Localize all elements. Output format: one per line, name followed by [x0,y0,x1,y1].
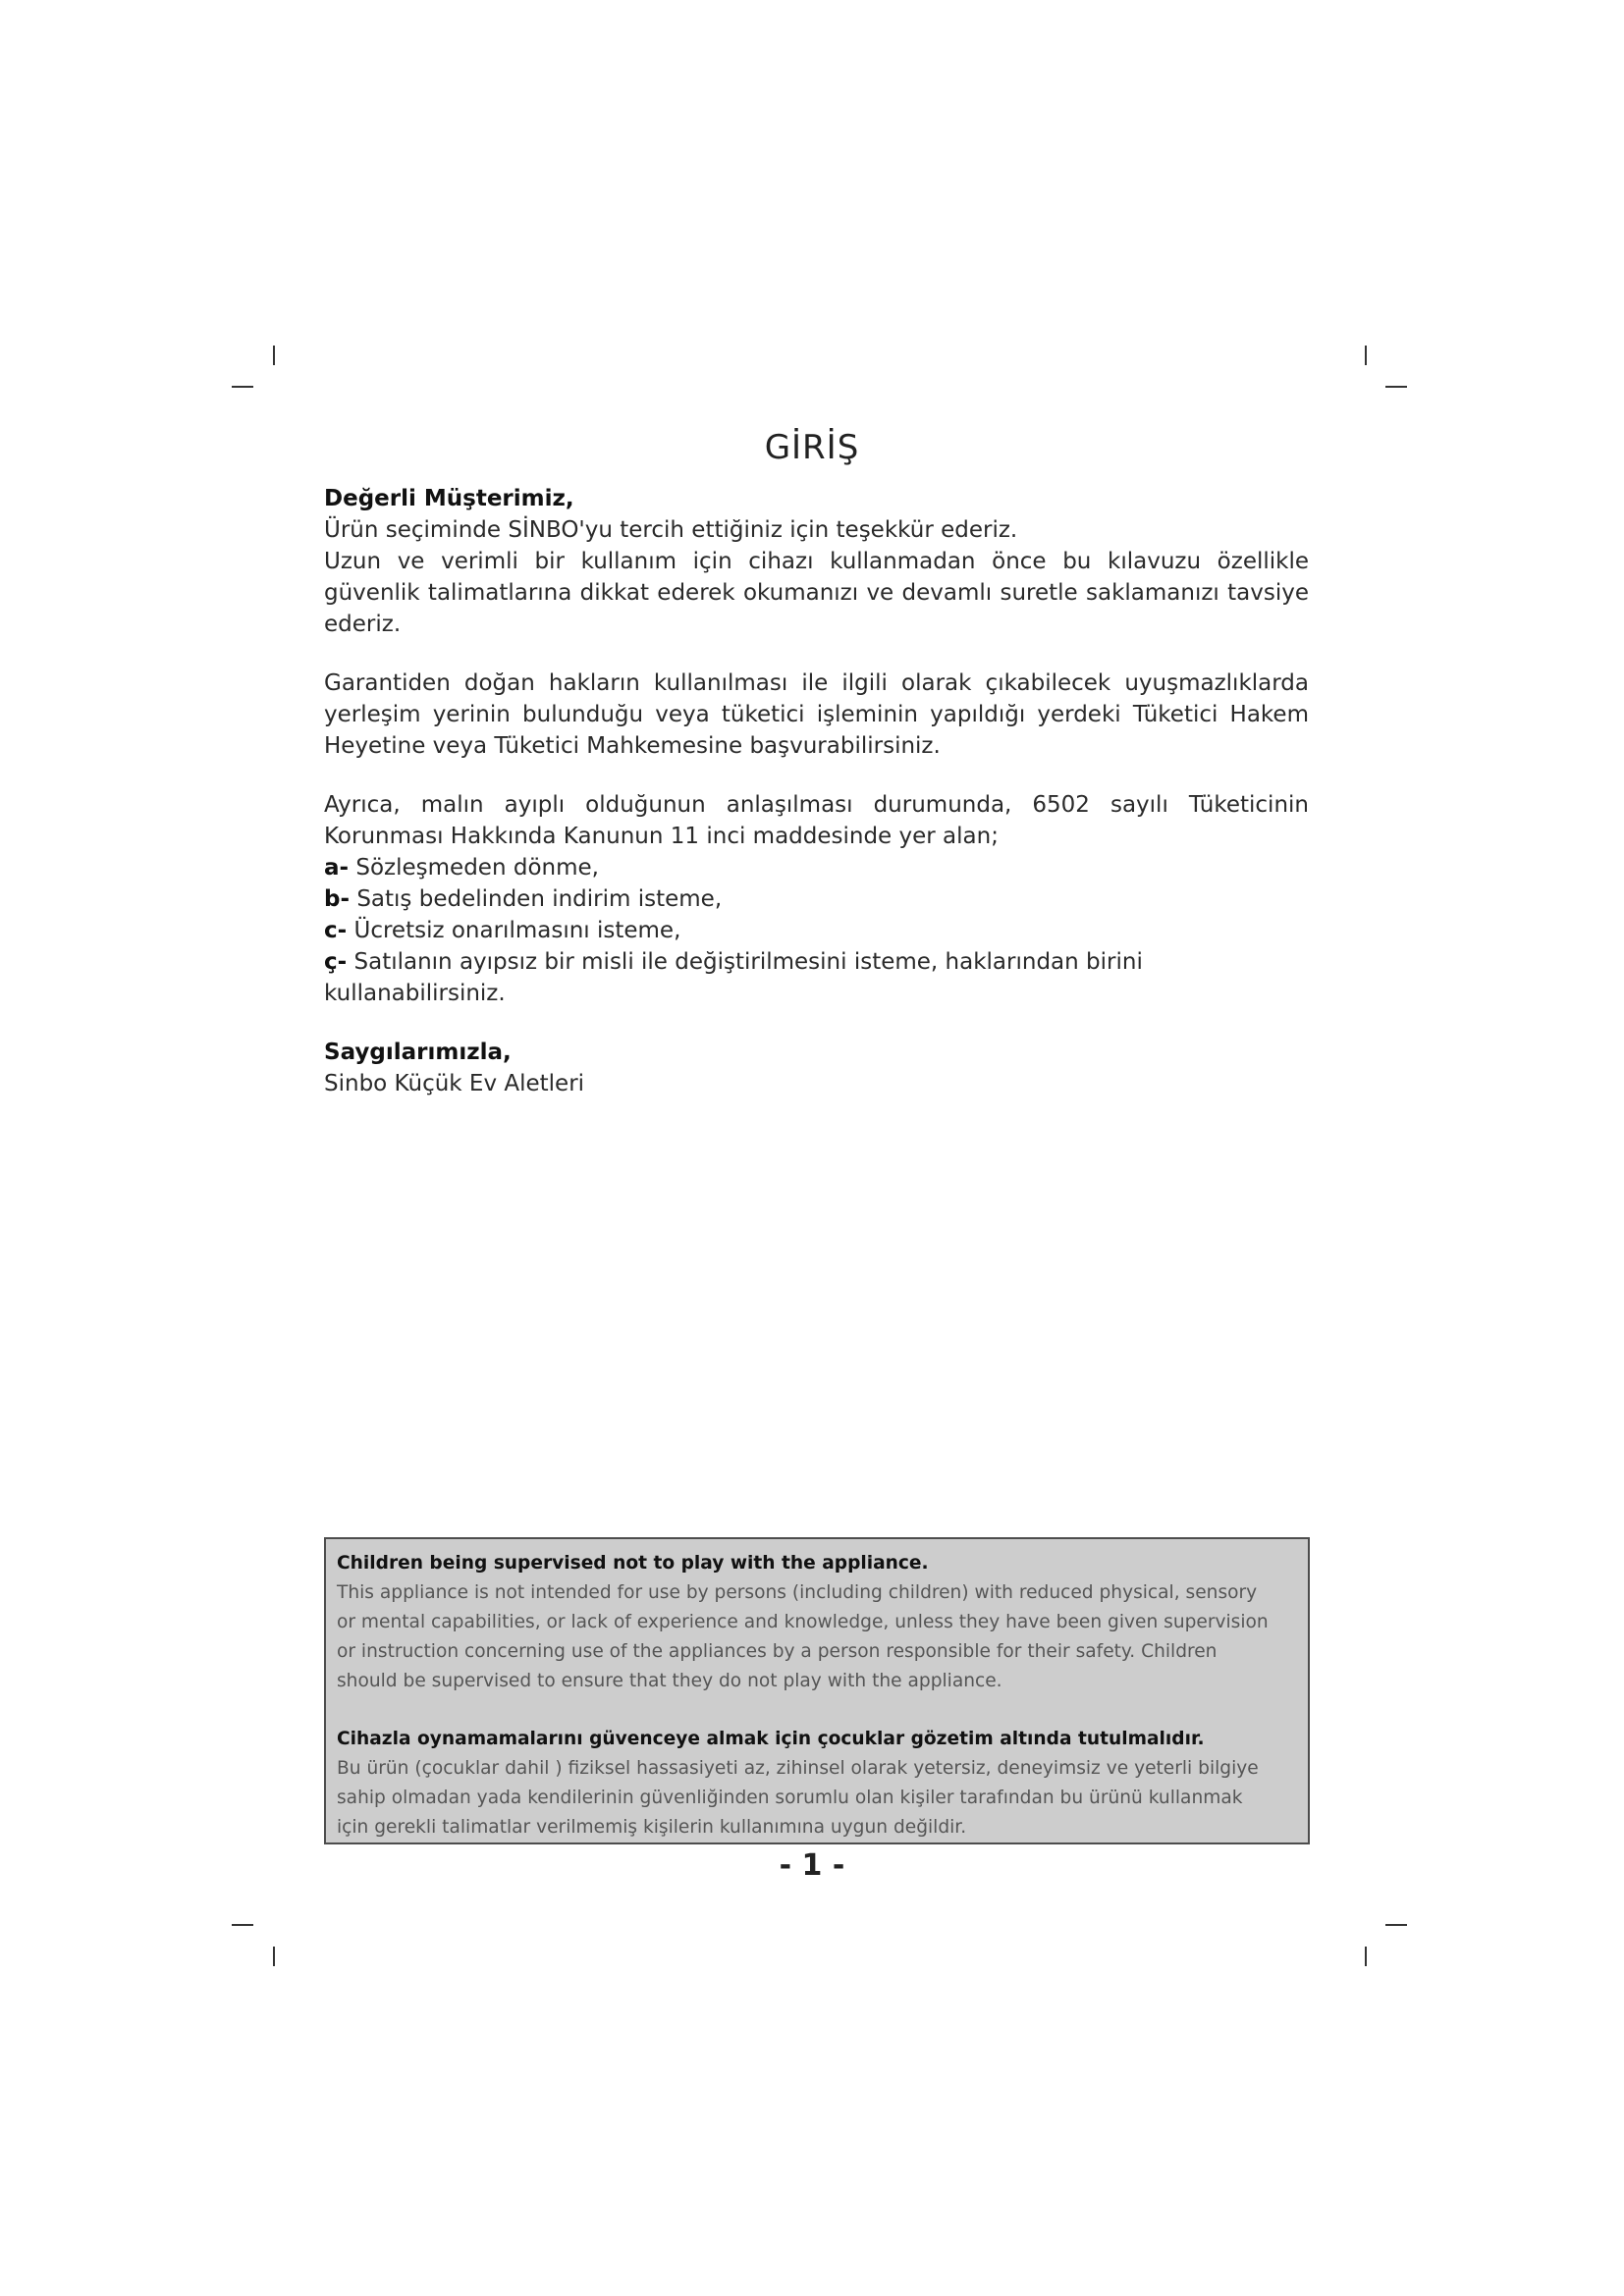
list-item-label: c- [324,918,348,943]
list-item [324,883,1309,915]
list-item-text: Satış bedelinden indirim isteme, [350,886,723,912]
intro-line: Uzun ve verimli bir kullanım için cihazı kullanmadan önce bu kılavuzu özellikle güvenlik talimatlarına dikkat ederek okumanızı ve devamlı suretle saklamanızı tavsiye ederiz. [324,549,1309,637]
safety-notice-box [324,1537,1310,1844]
notice-line: Bu ürün (çocuklar dahil ) fiziksel hassasiyeti az, zihinsel olarak yetersiz, deneyimsiz ve yeterli bilgiye [337,1758,1259,1779]
signature: Sinbo Küçük Ev Aletleri [324,1071,585,1096]
warranty-paragraph: Garantiden doğan hakların kullanılması ile ilgili olarak çıkabilecek uyuşmazlıklarda yerleşim yerinin bulunduğu veya tüketici işleminin yapıldığı yerdeki Tüketici Hakem Heyetine veya Tüketici Mahkemesine başvurabilirsiniz. [324,670,1309,759]
crop-mark [232,1924,253,1926]
crop-mark [273,1947,275,1966]
list-item-label: ç- [324,949,348,975]
list-item [324,915,1309,946]
page-number: - 1 - [779,1848,845,1883]
crop-mark [1365,1947,1367,1966]
crop-mark [1385,386,1407,388]
crop-mark [273,346,275,365]
page-title: GİRİŞ [764,428,860,467]
notice-line: sahip olmadan yada kendilerinin güvenliğinden sorumlu olan kişiler tarafından bu ürünü kullanmak [337,1788,1243,1808]
closing: Saygılarımızla, [324,1040,512,1065]
notice-line: için gerekli talimatlar verilmemiş kişilerin kullanımına uygun değildir. [337,1817,967,1838]
list-item-text: Satılanın ayıpsız bir misli ile değiştirilmesini isteme, haklarından birini kullanabilirsiniz. [324,949,1143,1006]
crop-mark [1385,1924,1407,1926]
notice-line: should be supervised to ensure that they do not play with the appliance. [337,1671,1002,1691]
list-item-text: Ücretsiz onarılmasını isteme, [347,918,681,943]
rights-intro: Ayrıca, malın ayıplı olduğunun anlaşılması durumunda, 6502 sayılı Tüketicinin Korunması Hakkında Kanunun 11 inci maddesinde yer alan; [324,792,1309,849]
intro-line: Ürün seçiminde SİNBO'yu tercih ettiğiniz için teşekkür ederiz. [324,517,1018,543]
list-item-label: b- [324,886,351,912]
document-body [324,483,1309,1099]
list-item [324,852,1309,883]
list-item-label: a- [324,855,350,881]
notice-line: or instruction concerning use of the appliances by a person responsible for their safety. Children [337,1641,1218,1662]
notice-title-tr: Cihazla oynamamalarını güvenceye almak için çocuklar gözetim altında tutulmalıdır. [337,1729,1205,1749]
notice-line: This appliance is not intended for use by persons (including children) with reduced physical, sensory [337,1582,1258,1603]
list-item [324,946,1309,1009]
crop-mark [1365,346,1367,365]
crop-mark [232,386,253,388]
greeting: Değerli Müşterimiz, [324,486,574,511]
notice-line: or mental capabilities, or lack of experience and knowledge, unless they have been given supervision [337,1612,1269,1632]
notice-title-en: Children being supervised not to play with the appliance. [337,1553,929,1574]
list-item-text: Sözleşmeden dönme, [349,855,599,881]
